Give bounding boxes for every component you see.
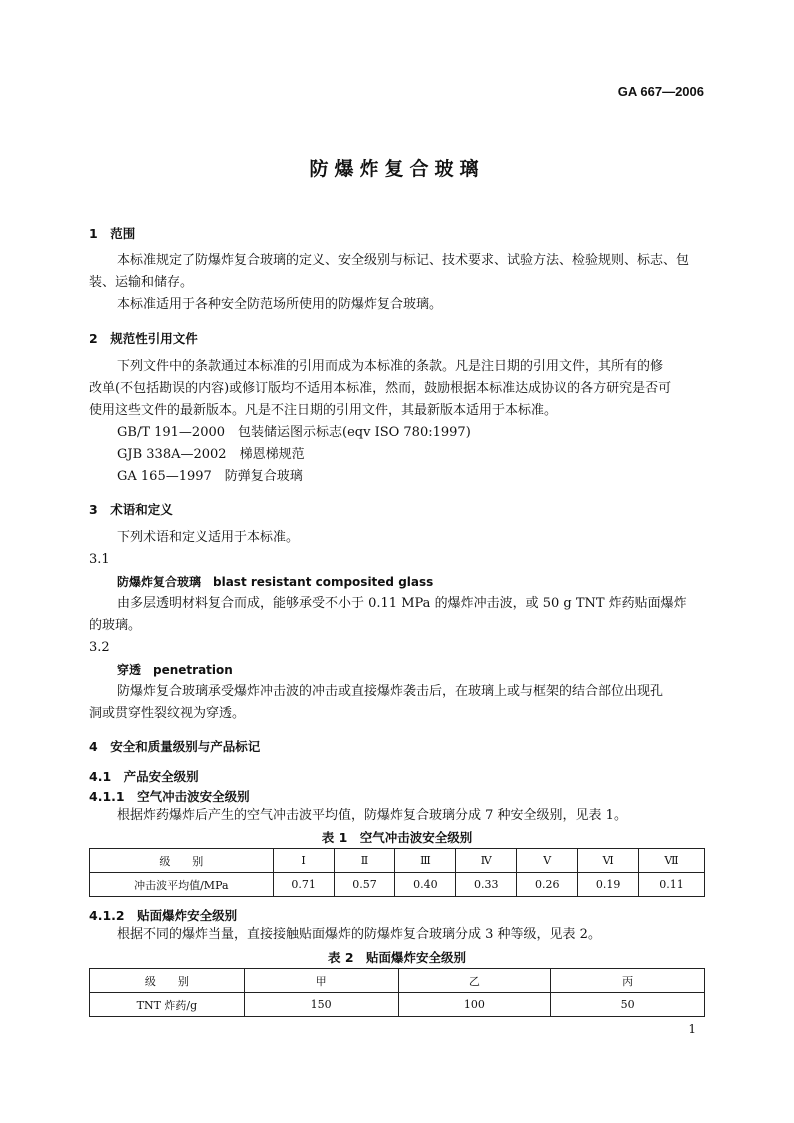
term-title: 穿透 penetration — [117, 663, 233, 677]
term-number: 3.1 — [89, 552, 110, 567]
table-cell: 0.11 — [639, 873, 705, 897]
table-2 — [89, 968, 705, 1017]
table-row — [90, 993, 705, 1017]
section-1-paragraph: 本标准规定了防爆炸复合玻璃的定义、安全级别与标记、技术要求、试验方法、检验规则、标志、包 — [117, 253, 690, 268]
reference-item: GA 165—1997 防弹复合玻璃 — [117, 469, 303, 484]
term-definition: 防爆炸复合玻璃承受爆炸冲击波的冲击或直接爆炸袭击后，在玻璃上或与框架的结合部位出现孔 — [117, 684, 664, 699]
table-cell: 级 别 — [90, 849, 274, 873]
section-1-heading: 1 范围 — [89, 226, 136, 241]
section-1-scope: 本标准适用于各种安全防范场所使用的防爆炸复合玻璃。 — [117, 297, 443, 312]
section-3-heading: 3 术语和定义 — [89, 502, 173, 517]
section-2-paragraph: 下列文件中的条款通过本标准的引用而成为本标准的条款。凡是注日期的引用文件，其所有的修 — [117, 359, 664, 374]
subsection-4-1-1-paragraph: 根据炸药爆炸后产生的空气冲击波平均值，防爆炸复合玻璃分成 7 种安全级别，见表 1。 — [117, 808, 627, 823]
reference-item: GB/T 191—2000 包装储运图示标志(eqv ISO 780:1997) — [117, 425, 471, 440]
subsection-4-1-2-heading: 4.1.2 贴面爆炸安全级别 — [89, 908, 238, 923]
table-cell: Ⅱ — [334, 849, 395, 873]
term-definition: 由多层透明材料复合而成，能够承受不小于 0.11 MPa 的爆炸冲击波，或 50 g TNT 炸药贴面爆炸 — [117, 596, 687, 611]
table-cell: Ⅰ — [273, 849, 334, 873]
table-cell: 0.57 — [334, 873, 395, 897]
section-2-paragraph-cont: 改单(不包括勘误的内容)或修订版均不适用本标准，然而，鼓励根据本标准达成协议的各方研究是否可 — [89, 381, 672, 396]
table-cell: Ⅶ — [639, 849, 705, 873]
section-3-intro: 下列术语和定义适用于本标准。 — [117, 530, 300, 545]
section-2-heading: 2 规范性引用文件 — [89, 331, 198, 346]
subsection-4-1-heading: 4.1 产品安全级别 — [89, 769, 199, 784]
standard-code: GA 667—2006 — [617, 84, 704, 99]
table-cell: 100 — [398, 993, 551, 1017]
table-cell: 0.26 — [517, 873, 578, 897]
table-cell: 50 — [551, 993, 705, 1017]
term-number: 3.2 — [89, 640, 110, 655]
page-title: 防爆炸复合玻璃 — [309, 158, 485, 180]
table-2-header-row — [90, 969, 705, 993]
subsection-4-1-1-heading: 4.1.1 空气冲击波安全级别 — [89, 789, 250, 804]
table-cell: Ⅳ — [456, 849, 517, 873]
term-definition-cont: 的玻璃。 — [89, 618, 142, 633]
table-cell: 冲击波平均值/MPa — [90, 873, 274, 897]
reference-item: GJB 338A—2002 梯恩梯规范 — [117, 447, 305, 462]
term-definition-cont: 洞或贯穿性裂纹视为穿透。 — [89, 706, 246, 721]
table-cell: Ⅲ — [395, 849, 456, 873]
section-2-paragraph-cont: 使用这些文件的最新版本。凡是不注日期的引用文件，其最新版本适用于本标准。 — [89, 403, 558, 418]
table-cell: 150 — [244, 993, 398, 1017]
section-1-paragraph-cont: 装、运输和储存。 — [89, 275, 194, 290]
table-1-header-row — [90, 849, 705, 873]
table-cell: 甲 — [244, 969, 398, 993]
term-title: 防爆炸复合玻璃 blast resistant composited glass — [117, 575, 434, 589]
table-cell: Ⅴ — [517, 849, 578, 873]
page-number: 1 — [688, 1022, 696, 1036]
table-1-caption: 表 1 空气冲击波安全级别 — [321, 830, 473, 845]
table-cell: Ⅵ — [578, 849, 639, 873]
table-cell: 0.71 — [273, 873, 334, 897]
table-1 — [89, 848, 705, 897]
section-4-heading: 4 安全和质量级别与产品标记 — [89, 739, 261, 754]
table-cell: 0.40 — [395, 873, 456, 897]
table-cell: 级 别 — [90, 969, 245, 993]
table-cell: TNT 炸药/g — [90, 993, 245, 1017]
table-cell: 乙 — [398, 969, 551, 993]
table-row — [90, 873, 705, 897]
table-cell: 丙 — [551, 969, 705, 993]
table-2-caption: 表 2 贴面爆炸安全级别 — [327, 950, 467, 965]
table-cell: 0.33 — [456, 873, 517, 897]
table-cell: 0.19 — [578, 873, 639, 897]
subsection-4-1-2-paragraph: 根据不同的爆炸当量，直接接触贴面爆炸的防爆炸复合玻璃分成 3 种等级，见表 2。 — [117, 927, 601, 942]
